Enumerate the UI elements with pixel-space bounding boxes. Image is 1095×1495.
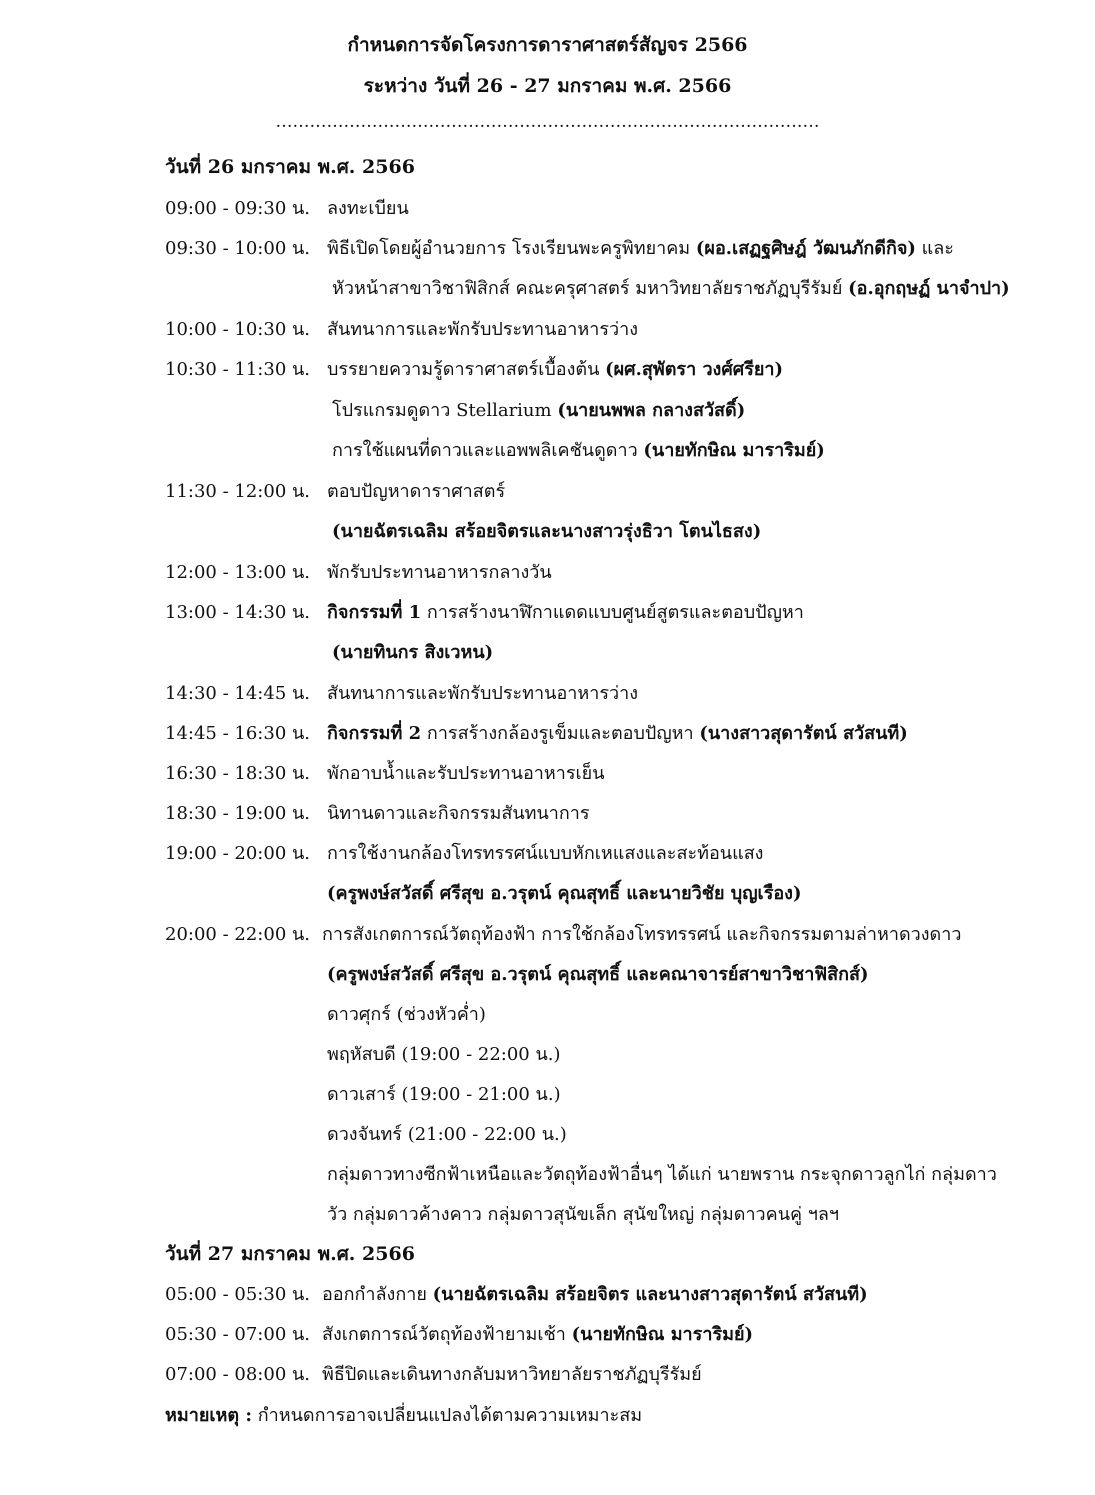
- activity-text: สันทนาการและพักรับประทานอาหารว่าง: [327, 683, 639, 704]
- activity-text: ลงทะเบียน: [327, 198, 409, 219]
- day1-heading: วันที่ 26 มกราคม พ.ศ. 2566: [165, 156, 415, 178]
- schedule-row-continuation: [0, 1039, 1095, 1079]
- schedule-row: [0, 354, 1095, 394]
- time-slot: 18:30 - 19:00 น.: [165, 803, 311, 824]
- activity-text: การใช้งานกล้องโทรทรรศน์แบบหักเหแสงและสะท้อนแสง: [327, 843, 764, 864]
- schedule-row: [0, 758, 1095, 798]
- time-slot: 09:00 - 09:30 น.: [165, 198, 311, 219]
- time-slot: 12:00 - 13:00 น.: [165, 562, 311, 583]
- activity-text: วัว กลุ่มดาวค้างคาว กลุ่มดาวสุนัขเล็ก สุนัขใหญ่ กลุ่มดาวคนคู่ ฯลฯ: [327, 1204, 840, 1225]
- activity-label: กิจกรรมที่ 1: [327, 602, 422, 623]
- footnote: [165, 1400, 642, 1429]
- speaker-name: (นายทักษิณ มาราริมย์): [571, 1324, 754, 1345]
- activity-text: การสังเกตการณ์วัตถุท้องฟ้า การใช้กล้องโทรทรรศน์ และกิจกรรมตามล่าหาดวงดาว: [322, 924, 962, 945]
- activity-text: สังเกตการณ์วัตถุท้องฟ้ายามเช้า (นายทักษิณ มาราริมย์): [322, 1324, 754, 1345]
- schedule-row-continuation: [0, 999, 1095, 1039]
- activity-text: หัวหน้าสาขาวิชาฟิสิกส์ คณะครุศาสตร์ มหาวิทยาลัยราชภัฏบุรีรัมย์ (อ.อุกฤษฏ์ นาจำปา): [332, 278, 1010, 299]
- activity-text: ออกกำลังกาย (นายฉัตรเฉลิม สร้อยจิตร และนางสาวสุดารัตน์ สวัสนที): [322, 1284, 868, 1305]
- speaker-name: (อ.อุกฤษฏ์ นาจำปา): [848, 278, 1010, 299]
- schedule-row-continuation: [0, 1119, 1095, 1159]
- activity-text: โปรแกรมดูดาว Stellarium (นายนพพล กลางสวัสดิ์): [332, 400, 746, 421]
- activity-text: กิจกรรมที่ 2 การสร้างกล้องรูเข็มและตอบปัญหา (นางสาวสุดารัตน์ สวัสนที): [327, 723, 908, 744]
- schedule-row: [0, 193, 1095, 233]
- speaker-name: (นางสาวสุดารัตน์ สวัสนที): [699, 723, 908, 744]
- activity-text: ตอบปัญหาดาราศาสตร์: [327, 481, 506, 502]
- activity-label: กิจกรรมที่ 2: [327, 723, 422, 744]
- schedule-row: [0, 838, 1095, 878]
- activity-text: ดวงจันทร์ (21:00 - 22:00 น.): [327, 1124, 567, 1145]
- time-slot: 13:00 - 14:30 น.: [165, 602, 311, 623]
- document-title: กำหนดการจัดโครงการดาราศาสตร์สัญจร 2566: [347, 34, 748, 56]
- schedule-row: [0, 718, 1095, 758]
- schedule-row: [0, 314, 1095, 354]
- footnote-text: กำหนดการอาจเปลี่ยนแปลงได้ตามความเหมาะสม: [252, 1405, 643, 1426]
- schedule-row: [0, 476, 1095, 516]
- schedule-row-continuation: [0, 637, 1095, 677]
- time-slot: 20:00 - 22:00 น.: [165, 924, 311, 945]
- footnote-label: หมายเหตุ :: [165, 1405, 253, 1426]
- activity-text: กลุ่มดาวทางซีกฟ้าเหนือและวัตถุท้องฟ้าอื่นๆ ได้แก่ นายพราน กระจุกดาวลูกไก่ กลุ่มดาว: [327, 1164, 997, 1185]
- activity-text: พฤหัสบดี (19:00 - 22:00 น.): [327, 1044, 561, 1065]
- schedule-row-continuation: [0, 435, 1095, 475]
- schedule-row-continuation: [0, 1159, 1095, 1199]
- schedule-row: [0, 557, 1095, 597]
- schedule-row: [0, 919, 1095, 959]
- schedule-row-continuation: [0, 1079, 1095, 1119]
- schedule-row-continuation: [0, 878, 1095, 918]
- time-slot: 10:30 - 11:30 น.: [165, 359, 311, 380]
- activity-text: นิทานดาวและกิจกรรมสันทนาการ: [327, 803, 590, 824]
- dotted-divider: ……………………………………………………………………………………: [275, 112, 820, 132]
- activity-text: พิธีเปิดโดยผู้อำนวยการ โรงเรียนพะครูพิทยาคม (ผอ.เสฏฐศิษฎ์ วัฒนภักดีกิจ) และ: [327, 238, 954, 259]
- time-slot: 11:30 - 12:00 น.: [165, 481, 311, 502]
- activity-text: สันทนาการและพักรับประทานอาหารว่าง: [327, 319, 639, 340]
- speaker-name: (นายทักษิณ มาราริมย์): [643, 440, 825, 461]
- schedule-row: [0, 1279, 1095, 1319]
- speaker-name: (นายฉัตรเฉลิม สร้อยจิตร และนางสาวสุดารัตน์ สวัสนที): [432, 1284, 868, 1305]
- schedule-row-continuation: [0, 395, 1095, 435]
- time-slot: 14:45 - 16:30 น.: [165, 723, 311, 744]
- speaker-name: (ครูพงษ์สวัสดิ์ ศรีสุข อ.วรุตน์ คุณสุทธิ์ และคณาจารย์สาขาวิชาฟิสิกส์): [327, 964, 869, 985]
- schedule-row: [0, 1359, 1095, 1399]
- speaker-name: (ผศ.สุพัตรา วงศ์ศรียา): [605, 359, 784, 380]
- activity-text: บรรยายความรู้ดาราศาสตร์เบื้องต้น (ผศ.สุพัตรา วงศ์ศรียา): [327, 359, 784, 380]
- schedule-row: [0, 678, 1095, 718]
- time-slot: 14:30 - 14:45 น.: [165, 683, 311, 704]
- speaker-name: (ครูพงษ์สวัสดิ์ ศรีสุข อ.วรุตน์ คุณสุทธิ์ และนายวิชัย บุญเรือง): [327, 883, 802, 904]
- speaker-name: (นายทินกร สิงเวหน): [332, 642, 494, 663]
- document-subtitle: ระหว่าง วันที่ 26 - 27 มกราคม พ.ศ. 2566: [363, 75, 732, 97]
- time-slot: 07:00 - 08:00 น.: [165, 1364, 311, 1385]
- schedule-row-continuation: [0, 516, 1095, 556]
- schedule-row: [0, 233, 1095, 273]
- activity-text: พักอาบน้ำและรับประทานอาหารเย็น: [327, 763, 605, 784]
- schedule-row-continuation: [0, 959, 1095, 999]
- schedule-row-continuation: [0, 273, 1095, 313]
- time-slot: 05:30 - 07:00 น.: [165, 1324, 311, 1345]
- schedule-row: [0, 1319, 1095, 1359]
- time-slot: 16:30 - 18:30 น.: [165, 763, 311, 784]
- activity-text: ดาวเสาร์ (19:00 - 21:00 น.): [327, 1084, 561, 1105]
- time-slot: 05:00 - 05:30 น.: [165, 1284, 311, 1305]
- speaker-name: (ผอ.เสฏฐศิษฎ์ วัฒนภักดีกิจ): [695, 238, 916, 259]
- schedule-row: [0, 597, 1095, 637]
- activity-text: พิธีปิดและเดินทางกลับมหาวิทยาลัยราชภัฏบุรีรัมย์: [322, 1364, 702, 1385]
- time-slot: 19:00 - 20:00 น.: [165, 843, 311, 864]
- activity-text: การใช้แผนที่ดาวและแอพพลิเคชันดูดาว (นายทักษิณ มาราริมย์): [332, 440, 825, 461]
- time-slot: 10:00 - 10:30 น.: [165, 319, 311, 340]
- activity-text: ดาวศุกร์ (ช่วงหัวค่ำ): [327, 1004, 486, 1025]
- day2-heading: วันที่ 27 มกราคม พ.ศ. 2566: [165, 1243, 415, 1265]
- time-slot: 09:30 - 10:00 น.: [165, 238, 311, 259]
- speaker-name: (นายนพพล กลางสวัสดิ์): [557, 400, 746, 421]
- activity-text: พักรับประทานอาหารกลางวัน: [327, 562, 552, 583]
- activity-text: กิจกรรมที่ 1 การสร้างนาฬิกาแดดแบบศูนย์สูตรและตอบปัญหา: [327, 602, 804, 623]
- schedule-row-continuation: [0, 1199, 1095, 1239]
- speaker-name: (นายฉัตรเฉลิม สร้อยจิตรและนางสาวรุ่งธิวา โตนไธสง): [332, 521, 762, 542]
- schedule-row: [0, 798, 1095, 838]
